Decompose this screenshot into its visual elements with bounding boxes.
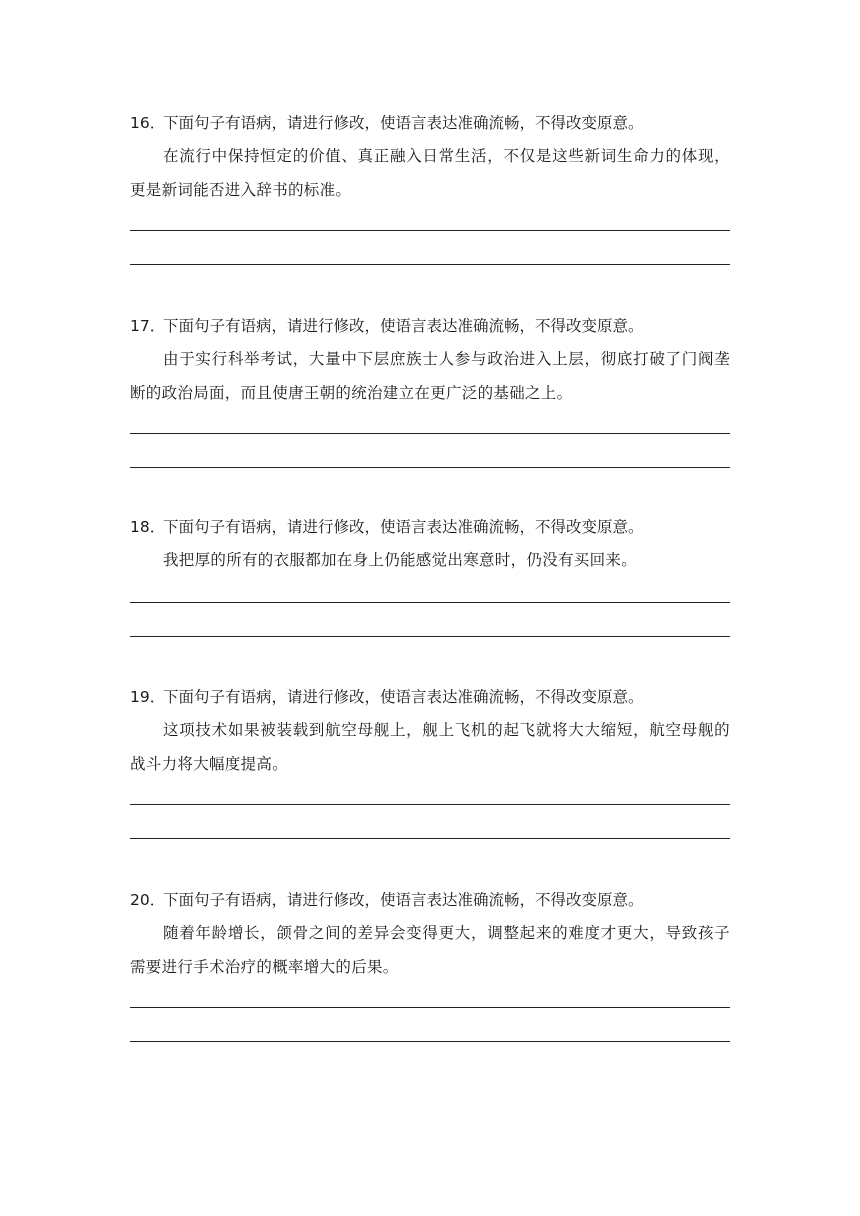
answer-line[interactable] xyxy=(130,636,730,637)
answer-line[interactable] xyxy=(130,433,730,434)
question-18 xyxy=(130,512,730,640)
question-number: 20． xyxy=(130,891,166,909)
answer-line[interactable] xyxy=(130,264,730,265)
question-instruction: 下面句子有语病，请进行修改，使语言表达准确流畅，不得改变原意。 xyxy=(163,317,644,335)
question-sentence: 随着年龄增长，颌骨之间的差异会变得更大，调整起来的难度才更大，导致孩子需要进行手术治疗的概率增大的后果。 xyxy=(130,924,730,976)
question-sentence: 我把厚的所有的衣服都加在身上仍能感觉出寒意时，仍没有买回来。 xyxy=(163,551,638,569)
answer-line[interactable] xyxy=(130,230,730,231)
question-number: 18． xyxy=(130,518,166,536)
question-number: 16． xyxy=(130,114,166,132)
question-number: 19． xyxy=(130,688,166,706)
question-17 xyxy=(130,311,730,471)
question-prompt xyxy=(130,512,730,542)
answer-line[interactable] xyxy=(130,1007,730,1008)
question-prompt xyxy=(130,108,730,138)
question-sentence: 由于实行科举考试，大量中下层庶族士人参与政治进入上层，彻底打破了门阀垄断的政治局面，而且使唐王朝的统治建立在更广泛的基础之上。 xyxy=(130,350,730,402)
question-instruction: 下面句子有语病，请进行修改，使语言表达准确流畅，不得改变原意。 xyxy=(163,114,644,132)
answer-line[interactable] xyxy=(130,804,730,805)
question-instruction: 下面句子有语病，请进行修改，使语言表达准确流畅，不得改变原意。 xyxy=(163,891,644,909)
question-20 xyxy=(130,885,730,1045)
question-prompt xyxy=(130,885,730,915)
question-19 xyxy=(130,682,730,842)
question-16 xyxy=(130,108,730,268)
question-sentence: 这项技术如果被装载到航空母舰上，舰上飞机的起飞就将大大缩短，航空母舰的战斗力将大幅度提高。 xyxy=(130,721,730,773)
question-instruction: 下面句子有语病，请进行修改，使语言表达准确流畅，不得改变原意。 xyxy=(163,518,644,536)
question-instruction: 下面句子有语病，请进行修改，使语言表达准确流畅，不得改变原意。 xyxy=(163,688,644,706)
question-number: 17． xyxy=(130,317,166,335)
question-sentence: 在流行中保持恒定的价值、真正融入日常生活，不仅是这些新词生命力的体现，更是新词能否进入辞书的标准。 xyxy=(130,147,730,199)
question-prompt xyxy=(130,682,730,712)
answer-line[interactable] xyxy=(130,1041,730,1042)
answer-line[interactable] xyxy=(130,602,730,603)
question-prompt xyxy=(130,311,730,341)
answer-line[interactable] xyxy=(130,838,730,839)
answer-line[interactable] xyxy=(130,467,730,468)
